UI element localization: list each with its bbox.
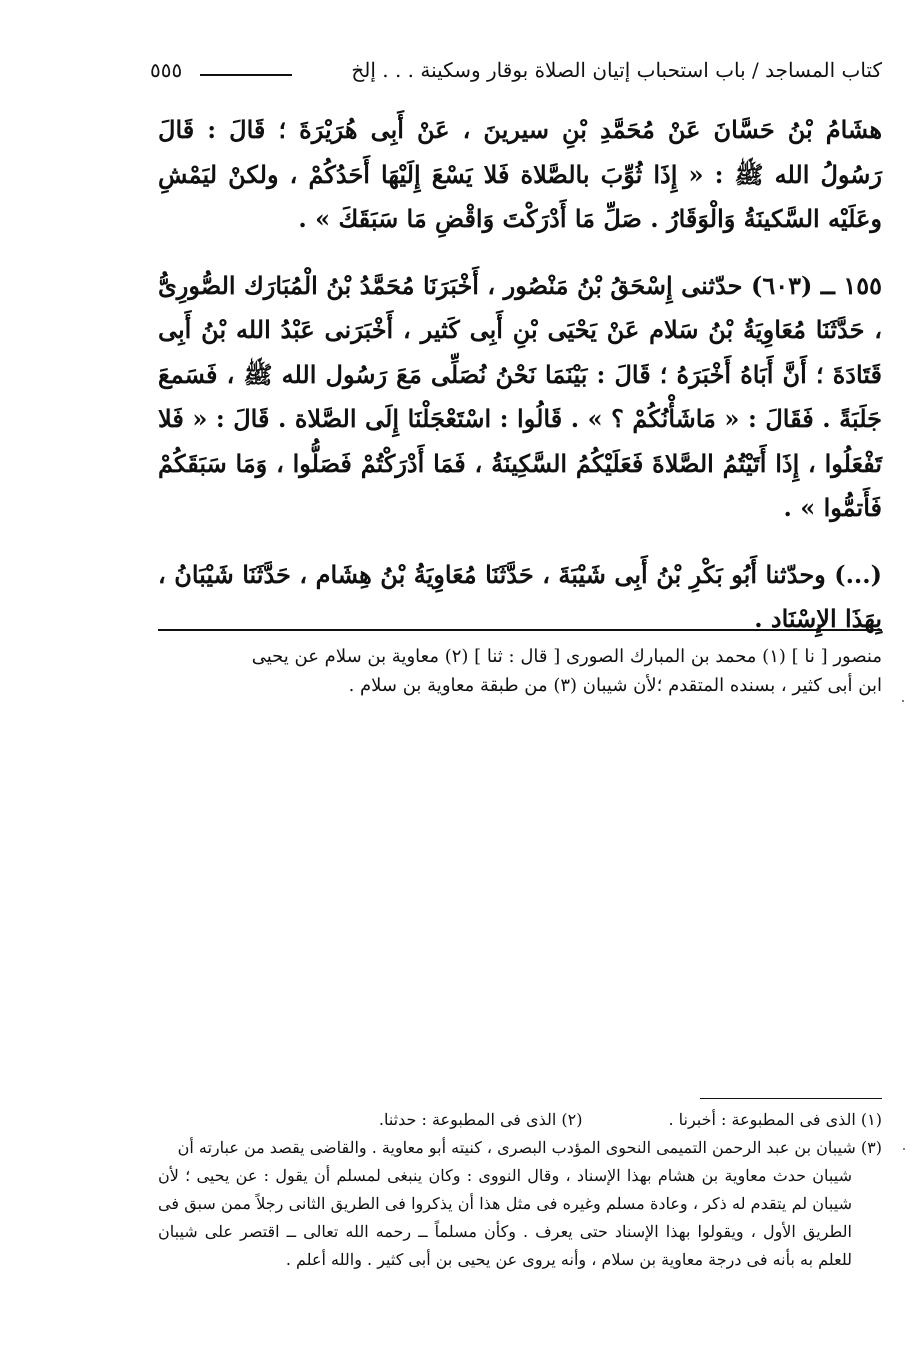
variant-line: ابن أبى كثير ، بسنده المتقدم ؛لأن شيبان (٣) من طبقة معاوية بن سلام . bbox=[348, 675, 882, 696]
scan-speck bbox=[902, 700, 904, 702]
header-rule bbox=[200, 74, 292, 76]
running-header bbox=[150, 58, 882, 90]
footnote-divider bbox=[700, 1098, 882, 1099]
hadith-paragraph: ١٥٥ ــ (٦٠٣) حدّثنى إِسْحَقُ بْنُ مَنْصُور ، أَخْبَرَنَا مُحَمَّدُ بْنُ الْمُبَارَك الصُّورِىُّ ، حَدَّثَنَا مُعَاوِيَةُ بْنُ سَلام عَنْ يَحْيَى بْنِ أَبِى كَثير ، أَخْبَرَنى عَبْدُ الله بْنُ أَبِى قَتَادَةَ ؛ أَنَّ أَبَاهُ أَخْبَرَهُ ؛ قَالَ : بَيْنَمَا نَحْنُ نُصَلِّى مَعَ رَسُول الله ﷺ ، فَسَمعَ جَلَبَةً . فَقَالَ : « مَاشَأْنُكُمْ ؟ » . قَالُوا : اسْتَعْجَلْنَا إِلَى الصَّلاة . قَالَ : « فَلا تَفْعَلُوا ، إِذَا أَتَيْتُمُ الصَّلاةَ فَعَلَيْكُمُ السَّكِينَةُ ، فَمَا أَدْرَكْتُمْ فَصَلُّوا ، وَمَا سَبَقَكُمْ فَأَتمُّوا » . bbox=[158, 270, 883, 522]
footnote-row bbox=[158, 1106, 882, 1134]
hadith-paragraph: هشَامُ بْنُ حَسَّانَ عَنْ مُحَمَّدِ بْنِ سيرينَ ، عَنْ أَبِى هُرَيْرَةَ ؛ قَالَ : قَالَ رَسُولُ الله ﷺ : « إِذَا ثُوِّبَ بالصَّلاة فَلا يَسْعَ إِلَيْهَا أَحَدُكُمْ ، ولكنْ ليَمْشِ وعَلَيْه السَّكينَةُ وَالْوَقَارُ . صَلِّ مَا أَدْرَكْتَ وَاقْضِ مَا سَبَقَكَ » . bbox=[158, 115, 882, 233]
footnote-2: (٢) الذى فى المطبوعة : حدثنا. bbox=[378, 1110, 583, 1129]
variant-line: منصور [ نا ] (١) محمد بن المبارك الصورى [ قال : ثنا ] (٢) معاوية بن سلام عن يحيى bbox=[251, 646, 882, 667]
footnote-1: (١) الذى فى المطبوعة : أخبرنا . bbox=[668, 1110, 882, 1129]
page-number: ٥٥٥ bbox=[150, 58, 183, 82]
footnote-3-continuation: شيبان حدث معاوية بن هشام بهذا الإسناد ، وقال النووى : وكان ينبغى لمسلم أن يقول : عن يحيى ؛ لأن شيبان لم يتقدم له ذكر ، وعادة مسلم وغيره فى مثل هذا أن يذكروا فى الطريق الثانى رجلاً ممن سبق فى الطريق الأول ، ويقولوا بهذا الإسناد حتى يعرف . وكأن مسلماً ــ رحمه الله تعالى ــ اقتصر على شيبان للعلم به بأنه فى درجة معاوية بن سلام ، وأنه يروى عن يحيى بن أبى كثير . والله أعلم . bbox=[158, 1166, 852, 1269]
hadith-text bbox=[158, 108, 882, 642]
scan-speck bbox=[903, 1148, 905, 1150]
footnotes bbox=[158, 1106, 882, 1274]
hadith-paragraph: (...) وحدّثنا أَبُو بَكْرِ بْنُ أَبِى شَيْبَةَ ، حَدَّثَنَا مُعَاوِيَةُ بْنُ هِشَام ، حَدَّثَنَا شَيْبَانُ ، بِهَذَا الإِسْنَاد . bbox=[158, 559, 882, 633]
footnote-3: (٣) شيبان بن عبد الرحمن التميمى النحوى المؤدب البصرى ، كنيته أبو معاوية . والقاضى يقصد من عبارته أن bbox=[177, 1138, 882, 1157]
apparatus-divider bbox=[158, 629, 882, 631]
chapter-title: كتاب المساجد / باب استحباب إتيان الصلاة بوقار وسكينة . . . إلخ bbox=[351, 58, 882, 82]
manuscript-variants bbox=[158, 642, 882, 700]
